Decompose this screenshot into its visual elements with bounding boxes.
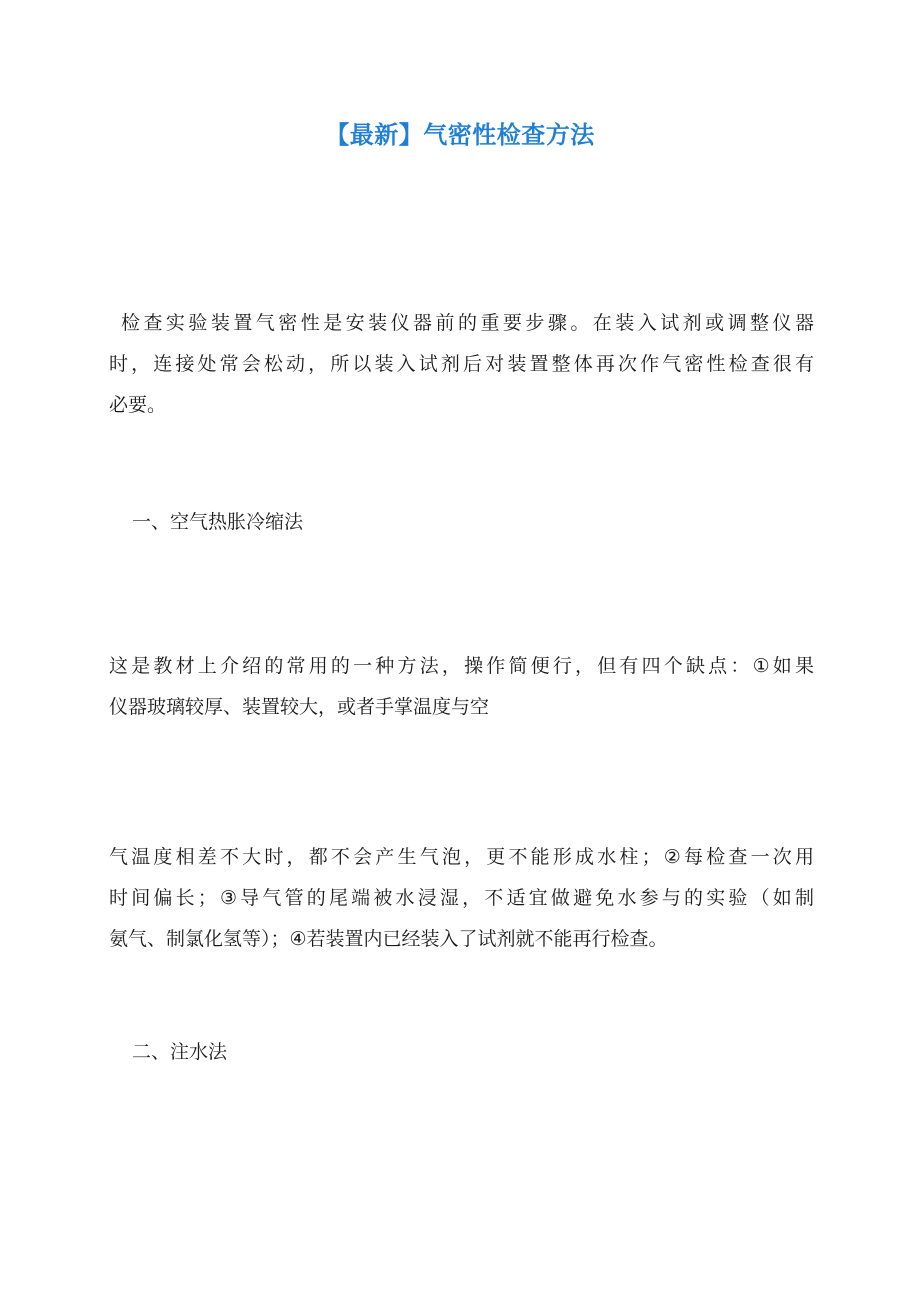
section1-paragraph-2 bbox=[109, 837, 814, 960]
section1-paragraph-1 bbox=[109, 646, 814, 728]
intro-line-3: 必要。 bbox=[109, 394, 167, 416]
section1-p2-line-2: 时间偏长；③导气管的尾端被水浸湿，不适宜做避免水参与的实验（如制 bbox=[109, 887, 814, 909]
section1-p2-line-3: 氨气、制氯化氢等）；④若装置内已经装入了试剂就不能再行检查。 bbox=[109, 928, 668, 950]
section-heading-1: 一、空气热胀冷缩法 bbox=[132, 511, 304, 533]
section1-p2-line-1: 气温度相差不大时，都不会产生气泡，更不能形成水柱；②每检查一次用 bbox=[109, 846, 814, 868]
intro-paragraph bbox=[109, 303, 814, 426]
section1-p1-line-1: 这是教材上介绍的常用的一种方法，操作简便行，但有四个缺点：①如果 bbox=[109, 655, 814, 677]
intro-line-1: 检查实验装置气密性是安装仪器前的重要步骤。在装入试剂或调整仪器 bbox=[121, 312, 814, 334]
intro-line-2: 时，连接处常会松动，所以装入试剂后对装置整体再次作气密性检查很有 bbox=[109, 353, 814, 375]
document-title: 【最新】气密性检查方法 bbox=[325, 121, 595, 149]
section-heading-2: 二、注水法 bbox=[132, 1041, 228, 1063]
section1-p1-line-2: 仪器玻璃较厚、装置较大，或者手掌温度与空 bbox=[109, 696, 490, 718]
